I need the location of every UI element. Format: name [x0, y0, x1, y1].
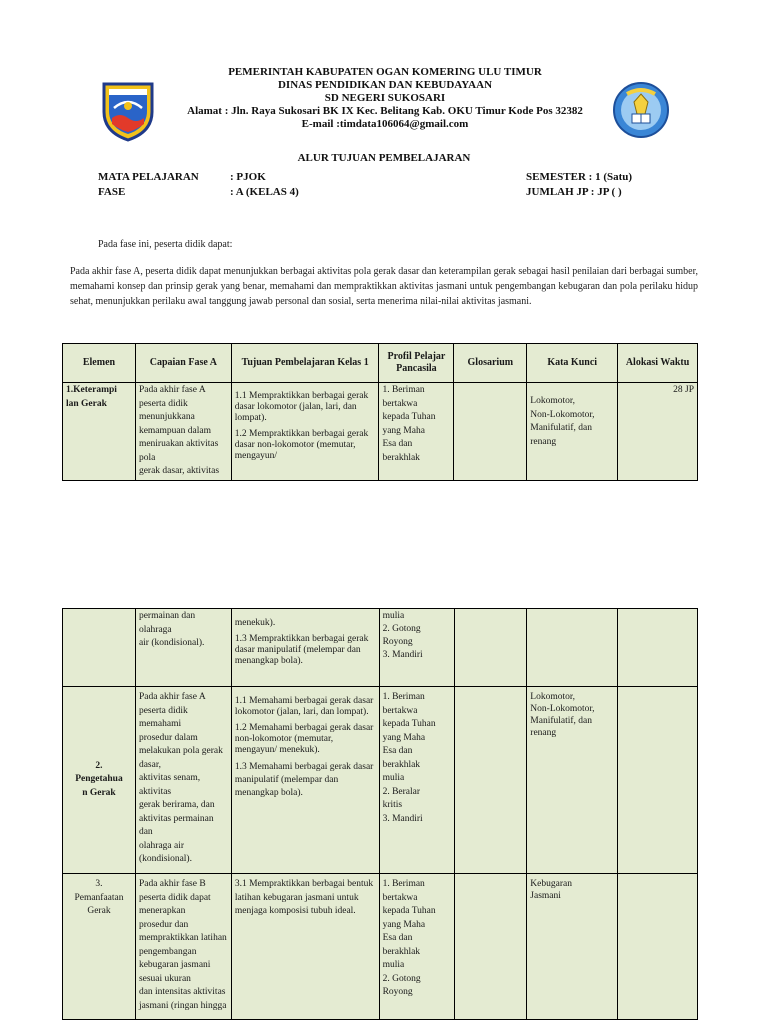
letterhead-school: SD NEGERI SUKOSARI [324, 92, 446, 104]
learning-objectives-table-continued [62, 608, 698, 1020]
subject-label: MATA PELAJARAN [98, 171, 199, 183]
phase-description: Pada akhir fase A, peserta didik dapat menunjukkan berbagai aktivitas pola gerak dasar dan keterampilan gerak sebagai hasil penilaian dari berbagai sumber, memahami konsep dan prinsip gerak yang benar, memahami dan mempraktikkan aktivitas jasmani untuk pengembangan kebugaran dan pola perilaku hidup sehat, menunjukkan perilaku awal tanggung jawab personal dan sosial, serta menerima nilai-nilai aktivitas jasmani. [70, 266, 698, 307]
letterhead-email: E-mail :timdata106064@gmail.com [301, 118, 469, 130]
profile-cell: mulia 2. Gotong Royong 3. Mandiri [379, 609, 454, 687]
intro-text: Pada fase ini, peserta didik dapat: [98, 239, 233, 250]
profile-cell: 1. Beriman bertakwa kepada Tuhan yang Maha Esa dan berakhlak [379, 383, 454, 481]
semester-info: SEMESTER : 1 (Satu) [526, 171, 633, 183]
time-allocation-cell: 28 JP [618, 383, 698, 481]
table-row [63, 383, 698, 481]
regency-crest-icon [100, 78, 156, 142]
letterhead-address: Alamat : Jln. Raya Sukosari BK IX Kec. Belitang Kab. OKU Timur Kode Pos 32382 [187, 105, 583, 117]
element-name [63, 609, 136, 687]
profile-cell: 1. Beriman bertakwa kepada Tuhan yang Maha Esa dan berakhlak mulia 2. Gotong Royong [379, 874, 454, 1020]
keywords-cell: Lokomotor, Non-Lokomotor, Manifulatif, dan renang [527, 383, 618, 481]
objective-2-3: 1.3 Memahami berbagai gerak dasar manipulatif (melempar dan menangkap bola). [234, 762, 374, 798]
header-kata-kunci: Kata Kunci [527, 344, 618, 383]
achievement-cell: Pada akhir fase A peserta didik menunjukkana kemampuan dalam meniruakan aktivitas pola gerak dasar, aktivitas [135, 383, 231, 481]
element-name: 1.Keterampi lan Gerak [63, 383, 136, 481]
objective-3-1: 3.1 Mempraktikkan berbagai bentuk latihan kebugaran jasmani untuk menjaga komposisi tubuh ideal. [234, 879, 374, 916]
header-capaian: Capaian Fase A [135, 344, 231, 383]
objectives-cell [231, 687, 379, 874]
objective-2-2: 1.2 Memahami berbagai gerak dasar non-lokomotor (memutar, mengayun/ menekuk). [234, 723, 374, 755]
table-row [63, 874, 698, 1020]
time-allocation-cell [618, 609, 698, 687]
glossary-cell [454, 874, 527, 1020]
time-allocation-cell [618, 874, 698, 1020]
header-profil: Profil Pelajar Pancasila [379, 344, 454, 383]
objectives-cell [231, 874, 379, 1020]
element-name: 3. Pemanfaatan Gerak [63, 874, 136, 1020]
tut-wuri-handayani-logo-icon [612, 80, 670, 142]
letterhead [0, 0, 768, 150]
keywords-cell: Lokomotor, Non-Lokomotor, Manifulatif, dan renang [527, 687, 618, 874]
achievement-cell: Pada akhir fase B peserta didik dapat menerapkan prosedur dan mempraktikkan latihan pengembangan kebugaran jasmani sesuai ukuran dan intensitas aktivitas jasmani (ringan hingga [135, 874, 231, 1020]
phase-label: FASE [98, 186, 126, 198]
glossary-cell [454, 383, 527, 481]
table-row [63, 687, 698, 874]
objectives-cell [231, 383, 379, 481]
table-row [63, 609, 698, 687]
letterhead-government: PEMERINTAH KABUPATEN OGAN KOMERING ULU TIMUR [228, 66, 542, 78]
objective-1-2-cont: menekuk). [234, 618, 276, 628]
achievement-cell: permainan dan olahraga air (kondisional). [135, 609, 231, 687]
keywords-cell: Kebugaran Jasmani [527, 874, 618, 1020]
objective-2-1: 1.1 Memahami berbagai gerak dasar lokomotor (jalan, lari, dan lompat). [234, 696, 374, 717]
learning-objectives-table [62, 343, 698, 481]
document-title: ALUR TUJUAN PEMBELAJARAN [297, 152, 471, 164]
objective-1-1: 1.1 Mempraktikkan berbagai gerak dasar lokomotor (jalan, lari, dan lompat). [234, 391, 369, 423]
objectives-cell [231, 609, 379, 687]
header-alokasi: Alokasi Waktu [618, 344, 698, 383]
objective-1-2: 1.2 Mempraktikkan berbagai gerak dasar non-lokomotor (memutar, mengayun/ [234, 429, 369, 461]
time-allocation-cell [618, 687, 698, 874]
phase-value: : A (KELAS 4) [230, 186, 299, 198]
header-elemen: Elemen [63, 344, 136, 383]
letterhead-department: DINAS PENDIDIKAN DAN KEBUDAYAAN [277, 79, 493, 91]
lesson-hours-info: JUMLAH JP : JP ( ) [526, 186, 622, 198]
achievement-cell: Pada akhir fase A peserta didik memahami prosedur dalam melakukan pola gerak dasar, aktivitas senam, aktivitas gerak berirama, dan aktivitas permainan dan olahraga air (kondisional). [135, 687, 231, 874]
subject-value: : PJOK [230, 171, 266, 183]
glossary-cell [454, 609, 527, 687]
element-name: 2. Pengetahua n Gerak [63, 687, 136, 874]
objective-1-3: 1.3 Mempraktikkan berbagai gerak dasar manipulatif (melempar dan menangkap bola). [234, 634, 369, 666]
header-tujuan: Tujuan Pembelajaran Kelas 1 [231, 344, 379, 383]
keywords-cell [527, 609, 618, 687]
glossary-cell [454, 687, 527, 874]
profile-cell: 1. Beriman bertakwa kepada Tuhan yang Maha Esa dan berakhlak mulia 2. Beralar kritis 3. Mandiri [379, 687, 454, 874]
header-glosarium: Glosarium [454, 344, 527, 383]
